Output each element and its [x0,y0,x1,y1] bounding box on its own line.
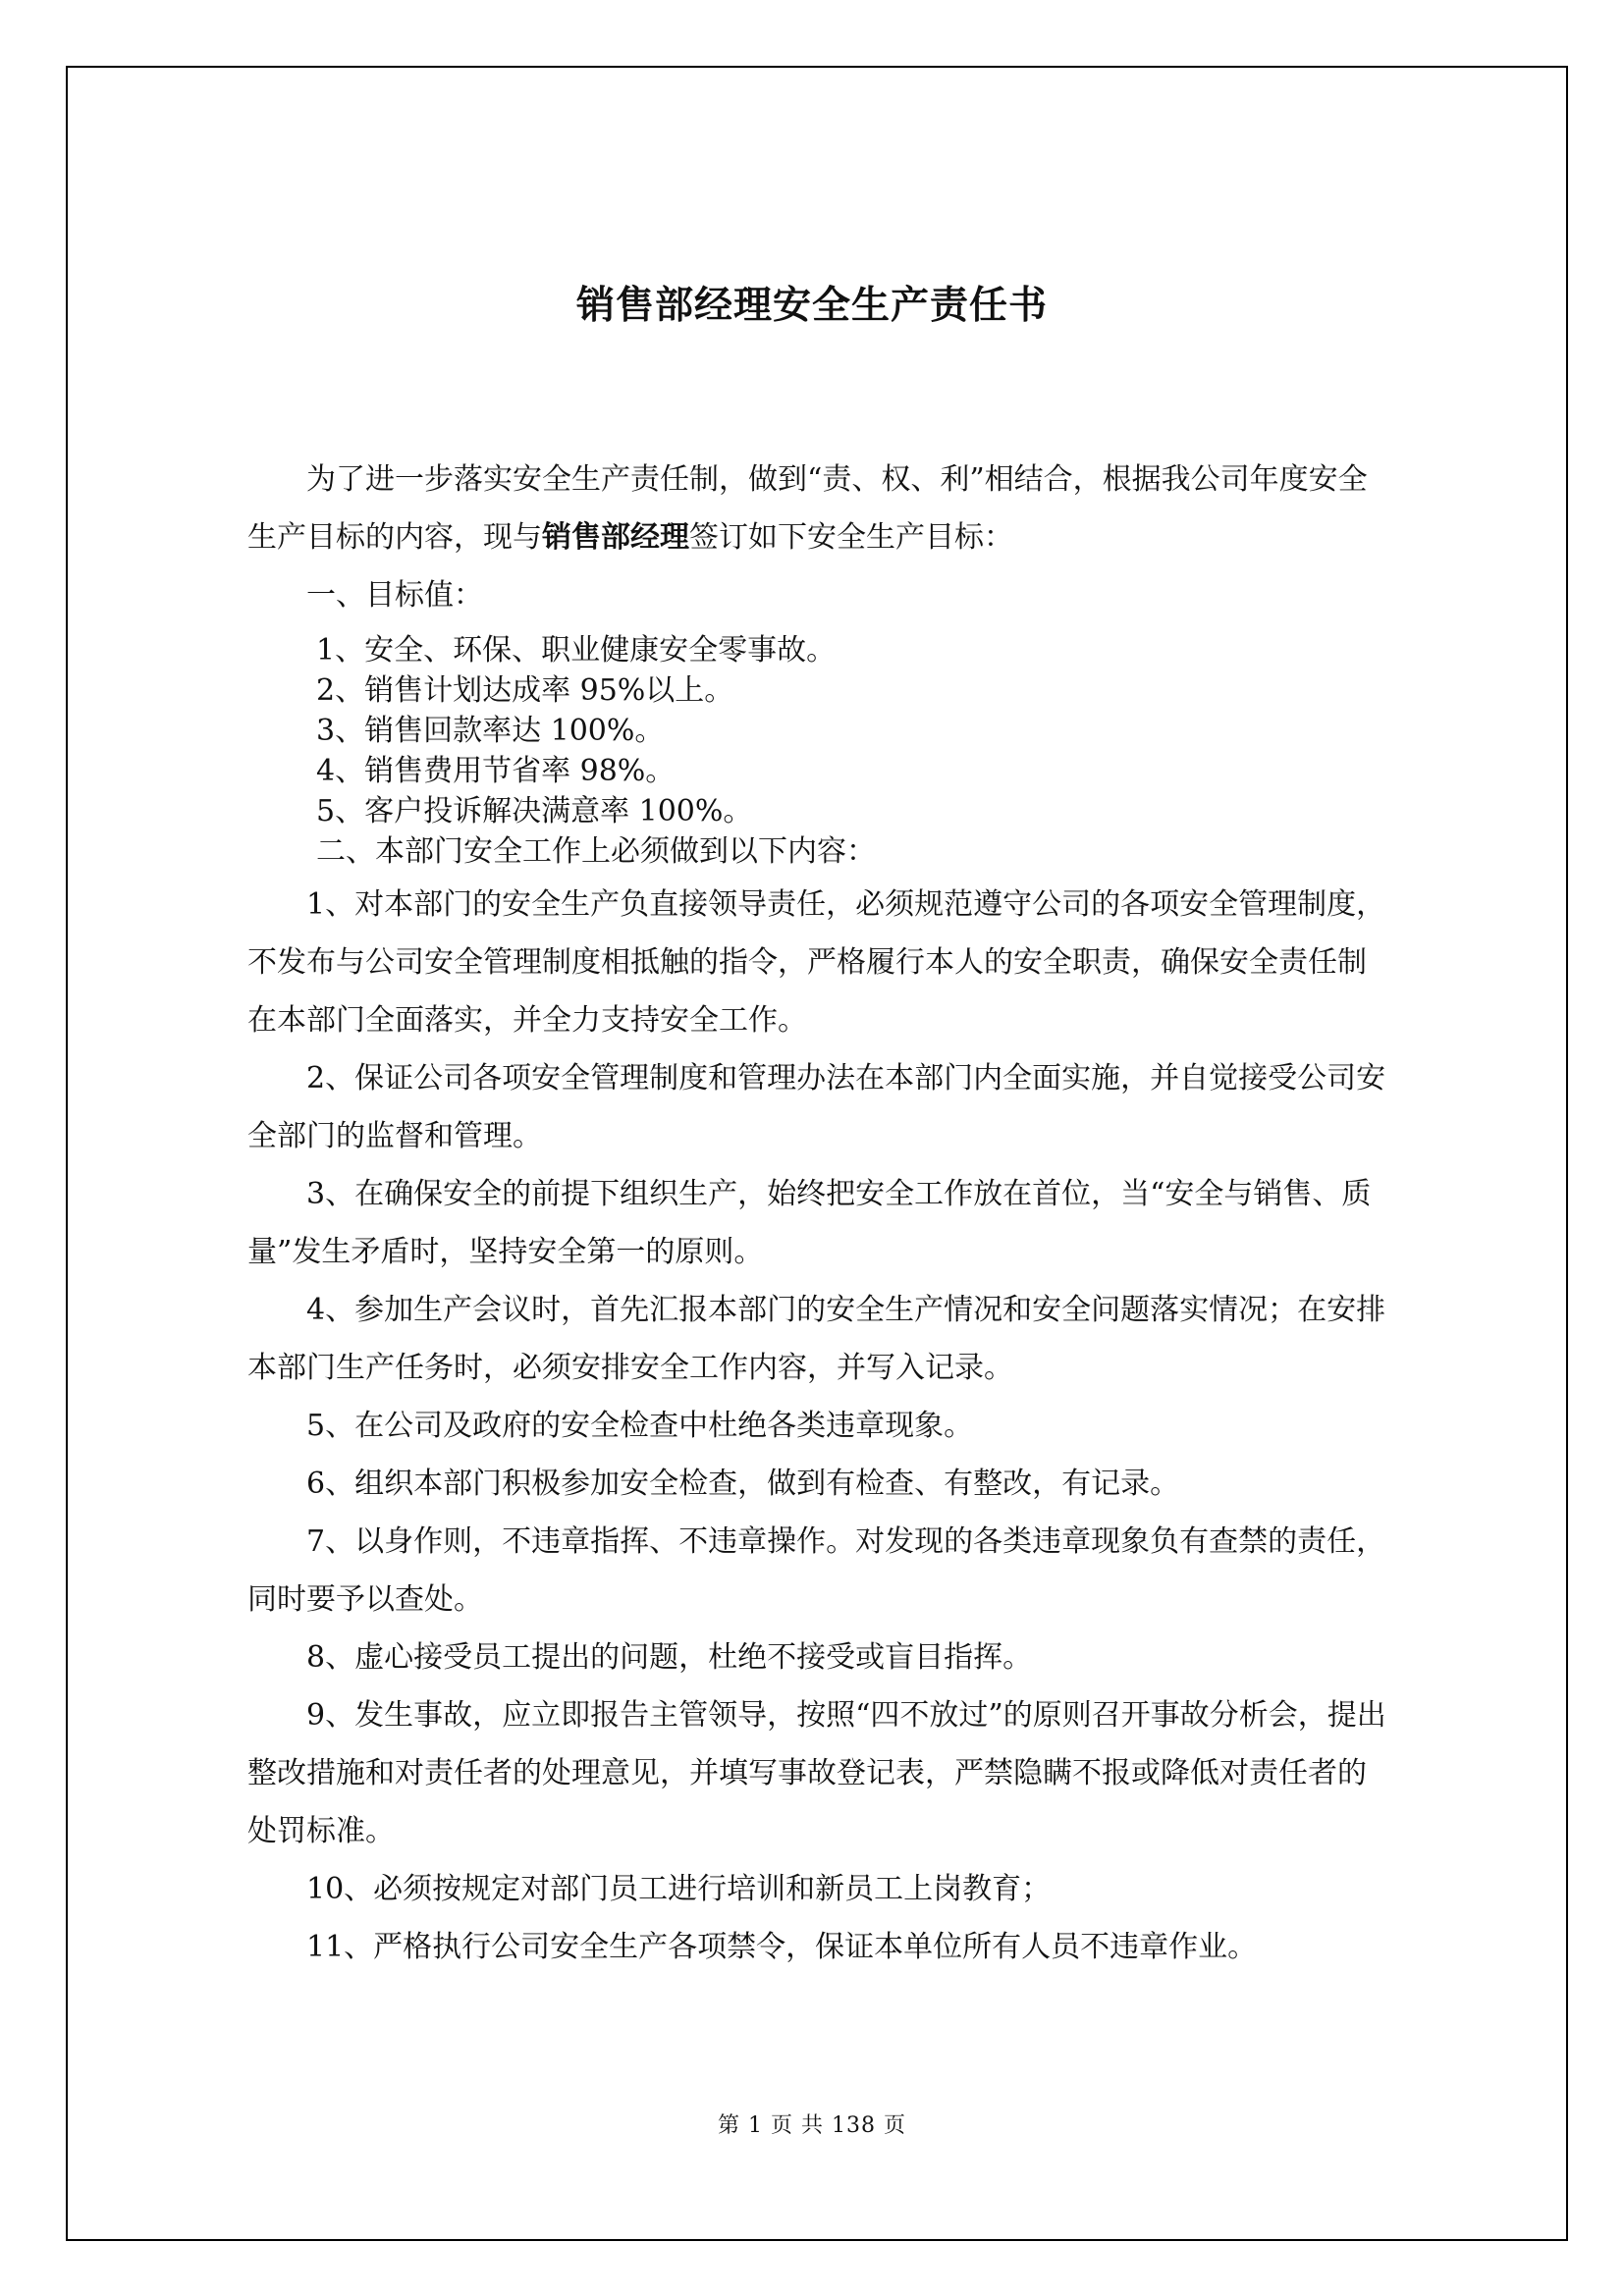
intro-text-2: 签订如下安全生产目标： [689,520,1013,555]
targets-list [247,630,1386,872]
duty-item: 10、必须按规定对部门员工进行培训和新员工上岗教育； [306,1872,1052,1906]
duty-item: 6、组织本部门积极参加安全检查，做到有检查、有整改，有记录。 [306,1467,1180,1501]
target-item: 2、销售计划达成率 95%以上。 [316,673,734,708]
section-heading-targets: 一、目标值： [306,578,483,613]
target-item: 4、销售费用节省率 98%。 [316,754,676,788]
duty-item: 7、以身作则，不违章指挥、不违章操作。对发现的各类违章现象负有查禁的责任，同时要予以查处。 [247,1524,1386,1617]
duty-item: 3、在确保安全的前提下组织生产，始终把安全工作放在首位，当“安全与销售、质量”发生矛盾时，坚持安全第一的原则。 [247,1177,1372,1269]
page-number: 第 1 页 共 138 页 [718,2113,906,2138]
duty-item: 2、保证公司各项安全管理制度和管理办法在本部门内全面实施，并自觉接受公司安全部门的监督和管理。 [247,1061,1386,1153]
duty-item: 5、在公司及政府的安全检查中杜绝各类违章现象。 [306,1409,974,1443]
duty-item: 1、对本部门的安全生产负直接领导责任，必须规范遵守公司的各项安全管理制度，不发布与公司安全管理制度相抵触的指令，严格履行本人的安全职责，确保安全责任制在本部门全面落实，并全力支持安全工作。 [247,887,1386,1038]
document-body [247,451,1386,1976]
target-item: 3、销售回款率达 100%。 [316,714,665,748]
intro-party-name: 销售部经理 [542,520,689,555]
intro-paragraph [247,451,1386,566]
duty-item: 8、虚心接受员工提出的问题，杜绝不接受或盲目指挥。 [306,1640,1033,1675]
document-title: 销售部经理安全生产责任书 [575,283,1048,328]
section-heading-duties: 二、本部门安全工作上必须做到以下内容： [316,834,876,869]
target-item: 5、客户投诉解决满意率 100%。 [316,794,753,828]
intro-text-1: 为了进一步落实安全生产责任制，做到“责、权、利”相结合，根据我公司年度安全生产目标的内容，现与 [247,462,1368,555]
duty-item: 4、参加生产会议时，首先汇报本部门的安全生产情况和安全问题落实情况；在安排本部门生产任务时，必须安排安全工作内容，并写入记录。 [247,1293,1386,1385]
duty-item: 11、严格执行公司安全生产各项禁令，保证本单位所有人员不违章作业。 [306,1930,1258,1964]
duty-item: 9、发生事故，应立即报告主管领导，按照“四不放过”的原则召开事故分析会，提出整改措施和对责任者的处理意见，并填写事故登记表，严禁隐瞒不报或降低对责任者的处罚标准。 [247,1698,1386,1848]
target-item: 1、安全、环保、职业健康安全零事故。 [316,633,837,667]
